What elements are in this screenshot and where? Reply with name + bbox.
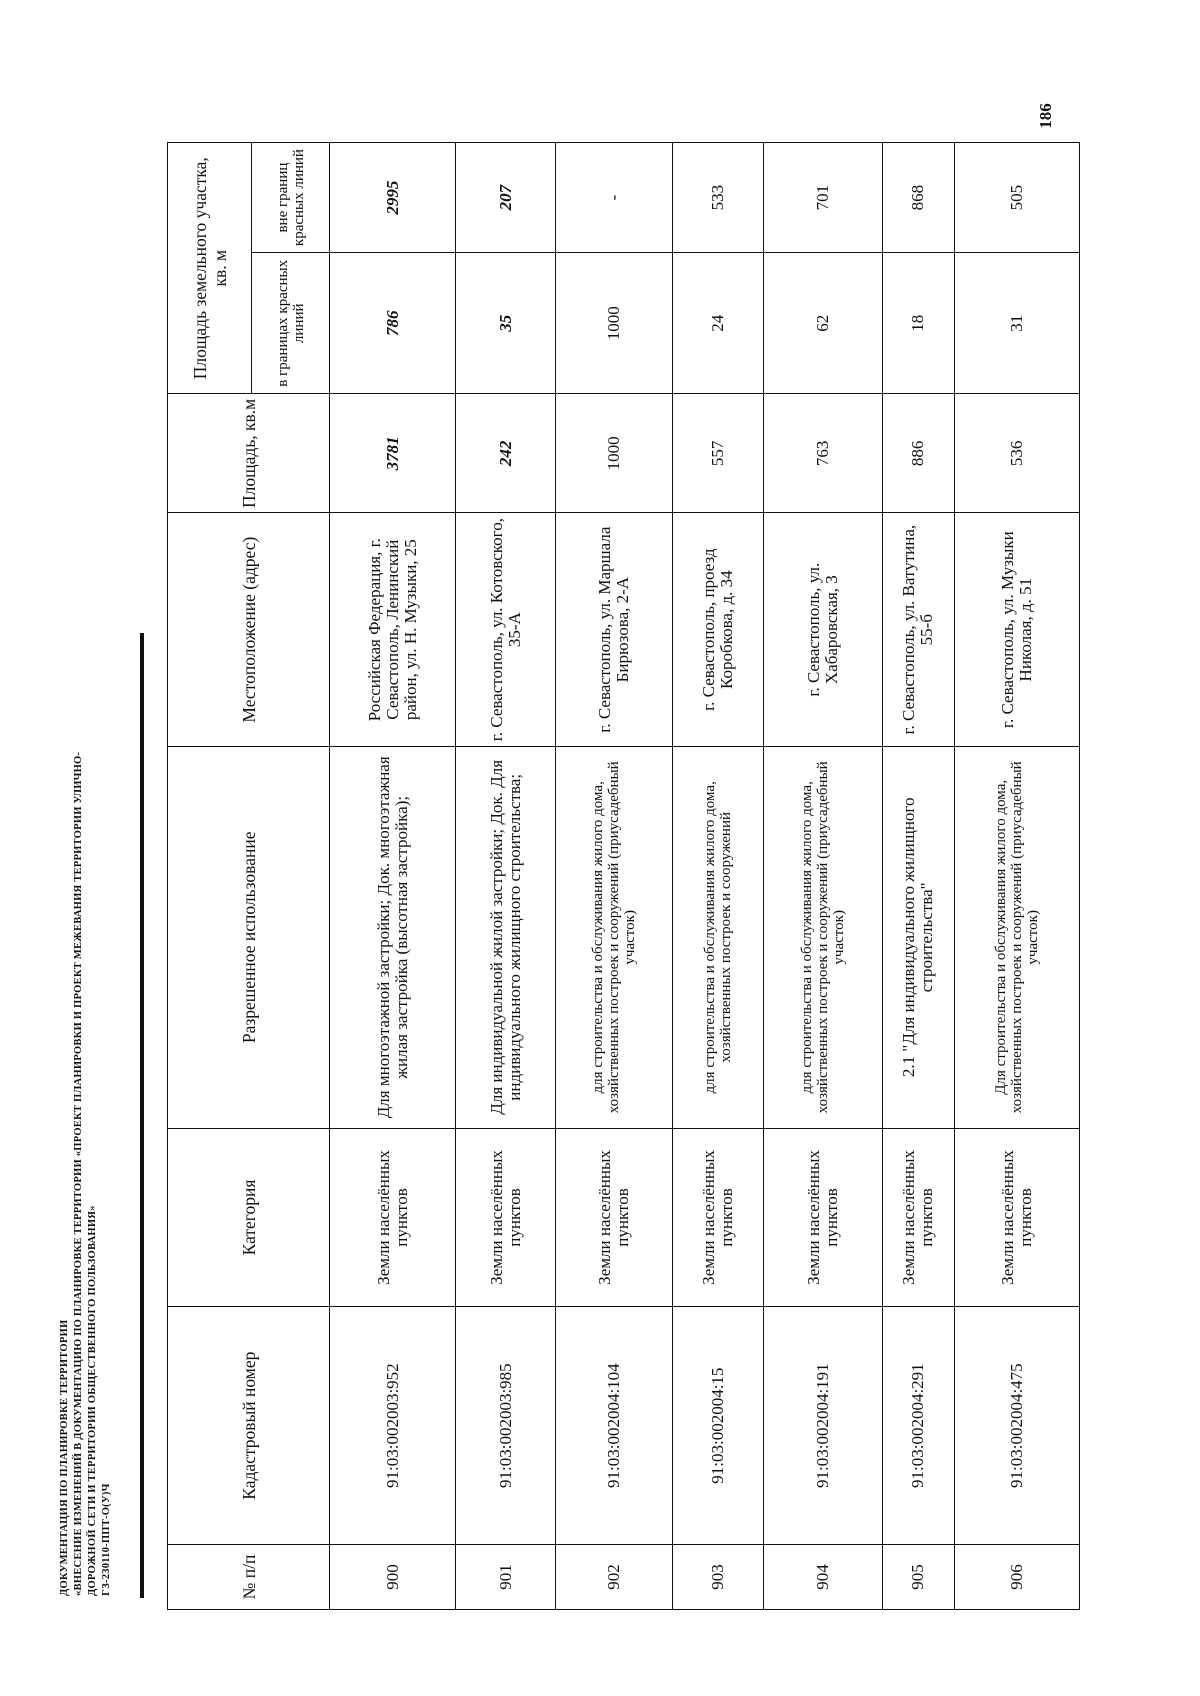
cell-num: 904 [763,1544,882,1609]
cell-location: г. Севастополь, ул. Котовского, 35-А [456,513,556,747]
cell-area: 536 [954,394,1079,513]
cell-inside: 1000 [556,253,673,394]
header-inside: в границах красных линий [252,253,330,394]
table-row [672,143,763,1610]
header-num: № п/п [168,1544,330,1609]
cell-location: г. Севастополь, ул. Хабаровская, 3 [763,513,882,747]
header-line: ГЗ-230110-ППТ-О(У)Ч [101,1483,112,1596]
cell-usage: для строительства и обслуживания жилого дома, хозяйственных построек и сооружений (приусадебный участок) [763,747,882,1128]
cell-location: г. Севастополь, ул. Маршала Бирюзова, 2-А [556,513,673,747]
cell-outside: 701 [763,143,882,253]
cell-inside: 18 [882,253,954,394]
cell-area: 1000 [556,394,673,513]
header-category: Категория [168,1128,330,1307]
cell-area: 242 [456,394,556,513]
cell-area: 886 [882,394,954,513]
cell-usage: для строительства и обслуживания жилого дома, хозяйственных построек и сооружений (приусадебный участок) [556,747,673,1128]
header-land-area: Площадь земельного участка, кв. м [168,143,252,394]
page-number [1016,86,1076,146]
cell-cadastral: 91:03:002003:952 [330,1307,456,1545]
header-usage: Разрешенное использование [168,747,330,1128]
cell-cadastral: 91:03:002004:291 [882,1307,954,1545]
cell-cadastral: 91:03:002004:191 [763,1307,882,1545]
cell-inside: 786 [330,253,456,394]
table-row [882,143,954,1610]
cell-location: г. Севастополь, ул. Музыки Николая, д. 51 [954,513,1079,747]
cell-area: 3781 [330,394,456,513]
cell-outside: 533 [672,143,763,253]
cell-cadastral: 91:03:002004:15 [672,1307,763,1545]
table-row [954,143,1079,1610]
cell-usage: Для строительства и обслуживания жилого дома, хозяйственных построек и сооружений (приусадебный участок) [954,747,1079,1128]
cell-category: Земли населённых пунктов [672,1128,763,1307]
cell-usage: 2.1 "Для индивидуального жилищного строительства" [882,747,954,1128]
table-row [330,143,456,1610]
cell-outside: 505 [954,143,1079,253]
cell-usage: для строительства и обслуживания жилого дома, хозяйственных построек и сооружений [672,747,763,1128]
cell-category: Земли населённых пунктов [330,1128,456,1307]
cell-outside: - [556,143,673,253]
cell-category: Земли населённых пунктов [882,1128,954,1307]
header-line: ДОРОЖНОЙ СЕТИ И ТЕРРИТОРИИ ОБЩЕСТВЕННОГО ПОЛЬЗОВАНИЯ» [87,1205,98,1596]
cell-inside: 35 [456,253,556,394]
cell-cadastral: 91:03:002003:985 [456,1307,556,1545]
land-plot-table [167,142,1080,1610]
cell-cadastral: 91:03:002004:104 [556,1307,673,1545]
header-cadastral: Кадастровый номер [168,1307,330,1545]
header-outside: вне границ красных линий [252,143,330,253]
cell-usage: Для многоэтажной застройки; Док. многоэтажная жилая застройка (высотная застройка); [330,747,456,1128]
cell-num: 902 [556,1544,673,1609]
cell-area: 763 [763,394,882,513]
header-area: Площадь, кв.м [168,394,330,513]
cell-num: 900 [330,1544,456,1609]
cell-inside: 62 [763,253,882,394]
cell-num: 901 [456,1544,556,1609]
table-row [556,143,673,1610]
cell-outside: 868 [882,143,954,253]
cell-usage: Для индивидуальной жилой застройки; Док. Для индивидуального жилищного строительства; [456,747,556,1128]
header-underline [140,633,144,1598]
cell-inside: 24 [672,253,763,394]
cell-location: г. Севастополь, ул. Ватутина, 55-б [882,513,954,747]
cell-category: Земли населённых пунктов [954,1128,1079,1307]
header-line: ДОКУМЕНТАЦИЯ ПО ПЛАНИРОВКЕ ТЕРРИТОРИИ [59,1319,70,1596]
cell-category: Земли населённых пунктов [456,1128,556,1307]
cell-num: 903 [672,1544,763,1609]
page-number-text: 186 [1036,103,1055,129]
cell-category: Земли населённых пунктов [763,1128,882,1307]
cell-category: Земли населённых пунктов [556,1128,673,1307]
header-location: Местоположение (адрес) [168,513,330,747]
table-row [763,143,882,1610]
cell-location: г. Севастополь, проезд Коробкова, д. 34 [672,513,763,747]
document-header [58,96,144,1596]
cell-num: 905 [882,1544,954,1609]
cell-num: 906 [954,1544,1079,1609]
header-line: «ВНЕСЕНИЕ ИЗМЕНЕНИЙ В ДОКУМЕНТАЦИЮ ПО ПЛАНИРОВКЕ ТЕРРИТОРИИ «ПРОЕКТ ПЛАНИРОВКИ И ПРОЕКТ МЕЖЕВАНИЯ ТЕРРИТОРИИ УЛИЧНО- [73,751,84,1596]
cell-outside: 2995 [330,143,456,253]
cell-cadastral: 91:03:002004:475 [954,1307,1079,1545]
cell-inside: 31 [954,253,1079,394]
cell-outside: 207 [456,143,556,253]
table-row [456,143,556,1610]
cell-location: Российская Федерация, г. Севастополь, Ленинский район, ул. Н. Музыки, 25 [330,513,456,747]
cell-area: 557 [672,394,763,513]
